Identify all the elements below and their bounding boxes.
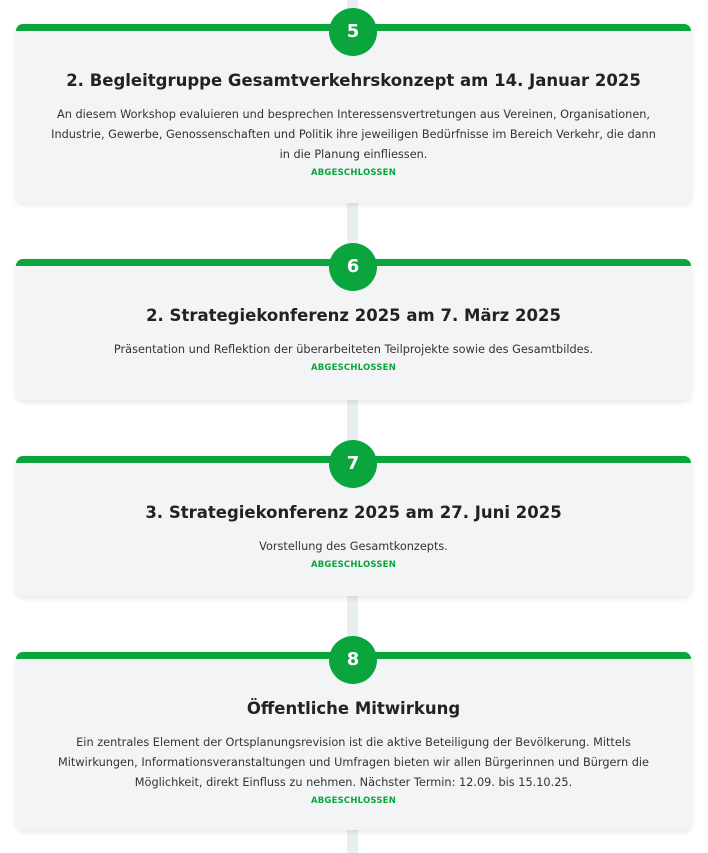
step-title: 2. Begleitgruppe Gesamtverkehrskonzept am 14. Januar 2025 <box>66 71 641 90</box>
step-number-badge: 6 <box>329 243 377 291</box>
timeline-card-step-7 <box>16 453 691 596</box>
step-number-badge: 7 <box>329 440 377 488</box>
step-description: An diesem Workshop evaluieren und besprechen Interessensvertretungen aus Vereinen, Organisationen, Industrie, Gewerbe, Genossenschaften und Politik ihre jeweiligen Bedürfnisse im Bereich Verkehr, die dann in die Planung einfliessen. <box>51 108 656 161</box>
step-title: 3. Strategiekonferenz 2025 am 27. Juni 2025 <box>145 503 562 522</box>
step-status: ABGESCHLOSSEN <box>310 560 397 570</box>
timeline-card-step-6 <box>16 256 691 400</box>
step-status: ABGESCHLOSSEN <box>310 168 397 178</box>
step-status: ABGESCHLOSSEN <box>310 363 397 373</box>
step-status: ABGESCHLOSSEN <box>310 796 397 806</box>
step-title: 2. Strategiekonferenz 2025 am 7. März 2025 <box>146 306 561 325</box>
step-number-badge: 5 <box>329 8 377 56</box>
step-title: Öffentliche Mitwirkung <box>246 699 461 718</box>
step-description: Vorstellung des Gesamtkonzepts. <box>259 540 448 553</box>
timeline-card-step-8 <box>16 649 691 830</box>
step-number-badge: 8 <box>329 636 377 684</box>
step-description: Präsentation und Reflektion der überarbeiteten Teilprojekte sowie des Gesamtbildes. <box>113 343 594 356</box>
timeline-card-step-5 <box>16 21 691 203</box>
step-description: Ein zentrales Element der Ortsplanungsrevision ist die aktive Beteiligung der Bevölkerung. Mittels Mitwirkungen, Informationsveranstaltungen und Umfragen bieten wir allen Bürgerinnen und Bürgern die Möglichkeit, direkt Einfluss zu nehmen. Nächster Termin: 12.09. bis 15.10.25. <box>58 736 649 789</box>
